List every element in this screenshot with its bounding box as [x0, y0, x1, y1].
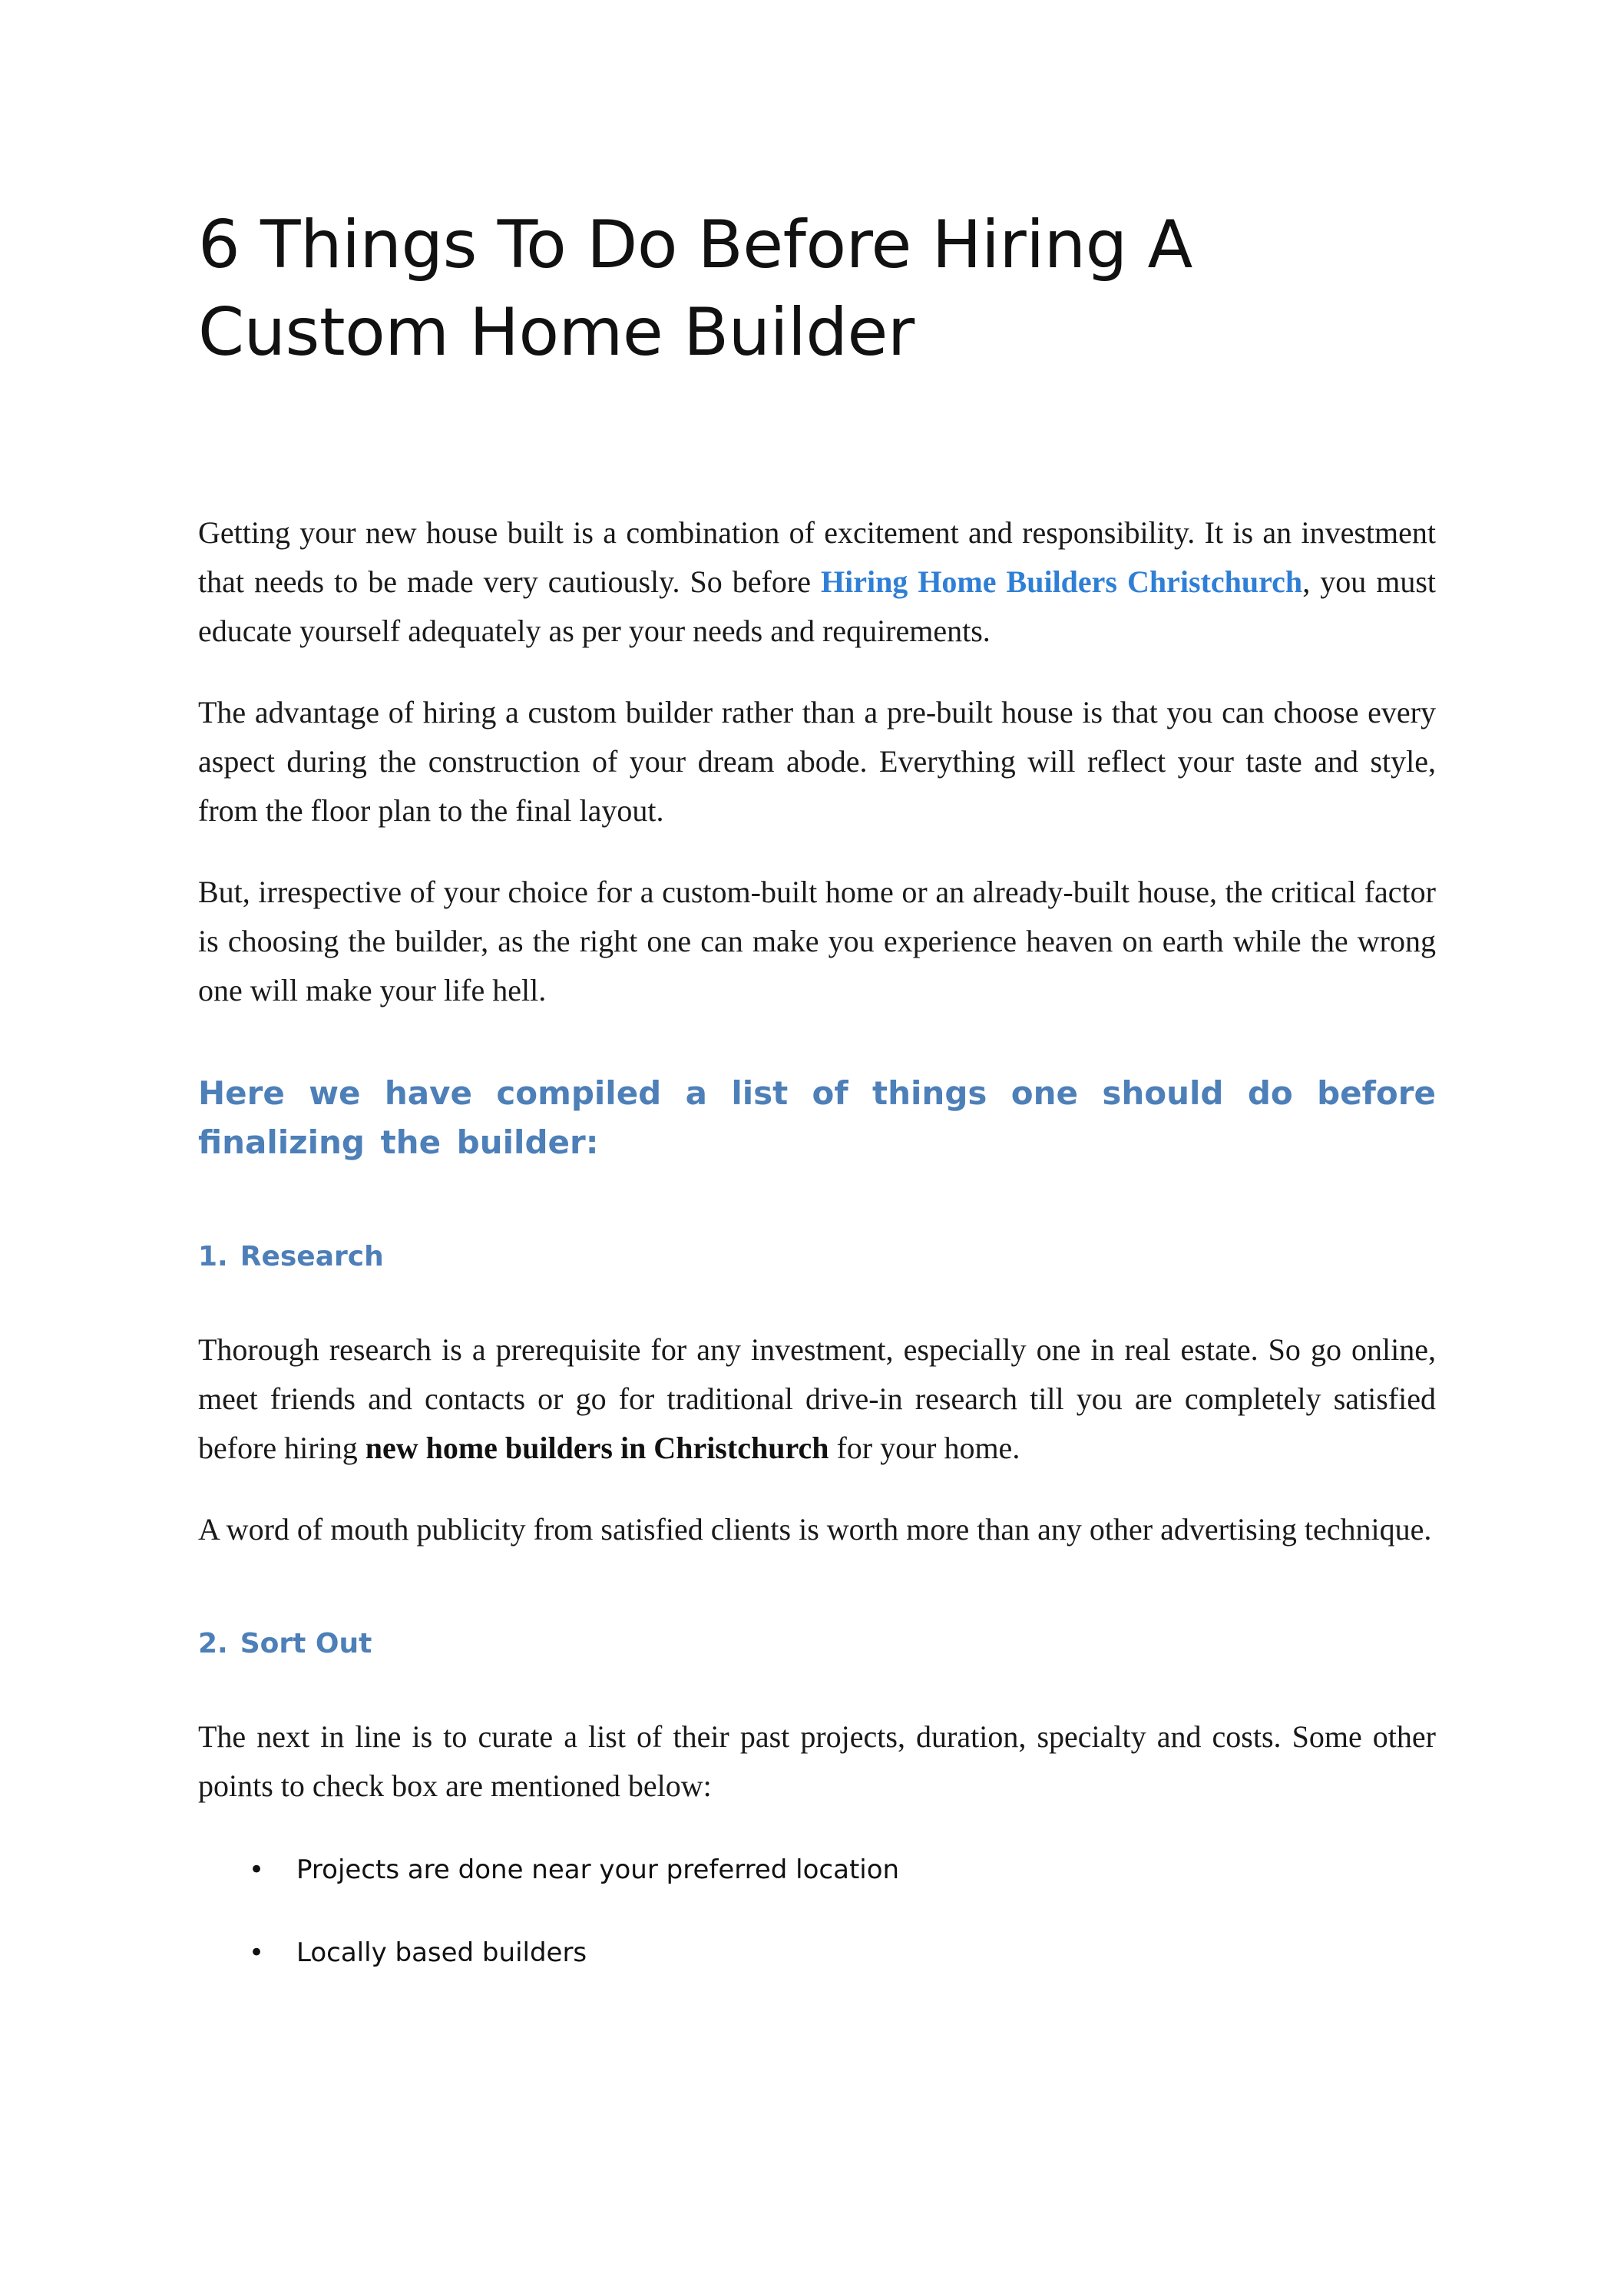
- list-item-text: Projects are done near your preferred location: [296, 1854, 900, 1885]
- research-paragraph-1: [198, 1325, 1436, 1473]
- section-title: Sort Out: [240, 1628, 372, 1659]
- research-text-end: for your home.: [829, 1431, 1020, 1465]
- sort-out-paragraph: The next in line is to curate a list of their past projects, duration, specialty and costs. Some other points to check box are mentioned below:: [198, 1719, 1436, 1803]
- page-title: 6 Things To Do Before Hiring A Custom Home Builder: [198, 207, 1192, 371]
- section-number: 2.: [198, 1628, 228, 1659]
- list-item: [198, 1934, 1436, 1972]
- section-heading-research: [198, 1238, 1436, 1276]
- bullet-icon: •: [249, 1854, 265, 1885]
- section-number: 1.: [198, 1241, 228, 1272]
- intro-text-end: , you must educate yourself adequately as per your needs and requirements.: [198, 564, 1437, 648]
- list-item-text: Locally based builders: [296, 1937, 587, 1968]
- list-item: [198, 1851, 1436, 1889]
- intro-paragraph-2: The advantage of hiring a custom builder rather than a pre-built house is that you can choose every aspect during the construction of your dream abode. Everything will reflect your taste and style, from the floor plan to the final layout.: [198, 695, 1436, 828]
- bullet-icon: •: [249, 1937, 265, 1968]
- list-heading: Here we have compiled a list of things one should do before finalizing the builder:: [198, 1074, 1436, 1161]
- intro-paragraph-3: But, irrespective of your choice for a custom-built home or an already-built house, the critical factor is choosing the builder, as the right one can make you experience heaven on earth while the wrong one will make your life hell.: [198, 875, 1436, 1007]
- section-heading-sort-out: [198, 1625, 1436, 1663]
- checklist: [198, 1851, 1436, 1972]
- intro-text-start: Getting your new house built is a combination of excitement and responsibility. It is an investment that needs to be made very cautiously. So before: [198, 515, 1436, 599]
- document-content: [198, 201, 1436, 1972]
- research-paragraph-2: A word of mouth publicity from satisfied clients is worth more than any other advertising technique.: [198, 1512, 1432, 1547]
- intro-paragraph-1: [198, 508, 1436, 656]
- section-title: Research: [240, 1241, 384, 1272]
- new-home-builders-phrase: new home builders in Christchurch: [365, 1431, 829, 1465]
- research-text-start: Thorough research is a prerequisite for any investment, especially one in real estate. So go online, meet friends and contacts or go for traditional drive-in research till you are completely satisfied before hiring: [198, 1332, 1436, 1465]
- hiring-home-builders-link[interactable]: Hiring Home Builders Christchurch: [820, 564, 1303, 599]
